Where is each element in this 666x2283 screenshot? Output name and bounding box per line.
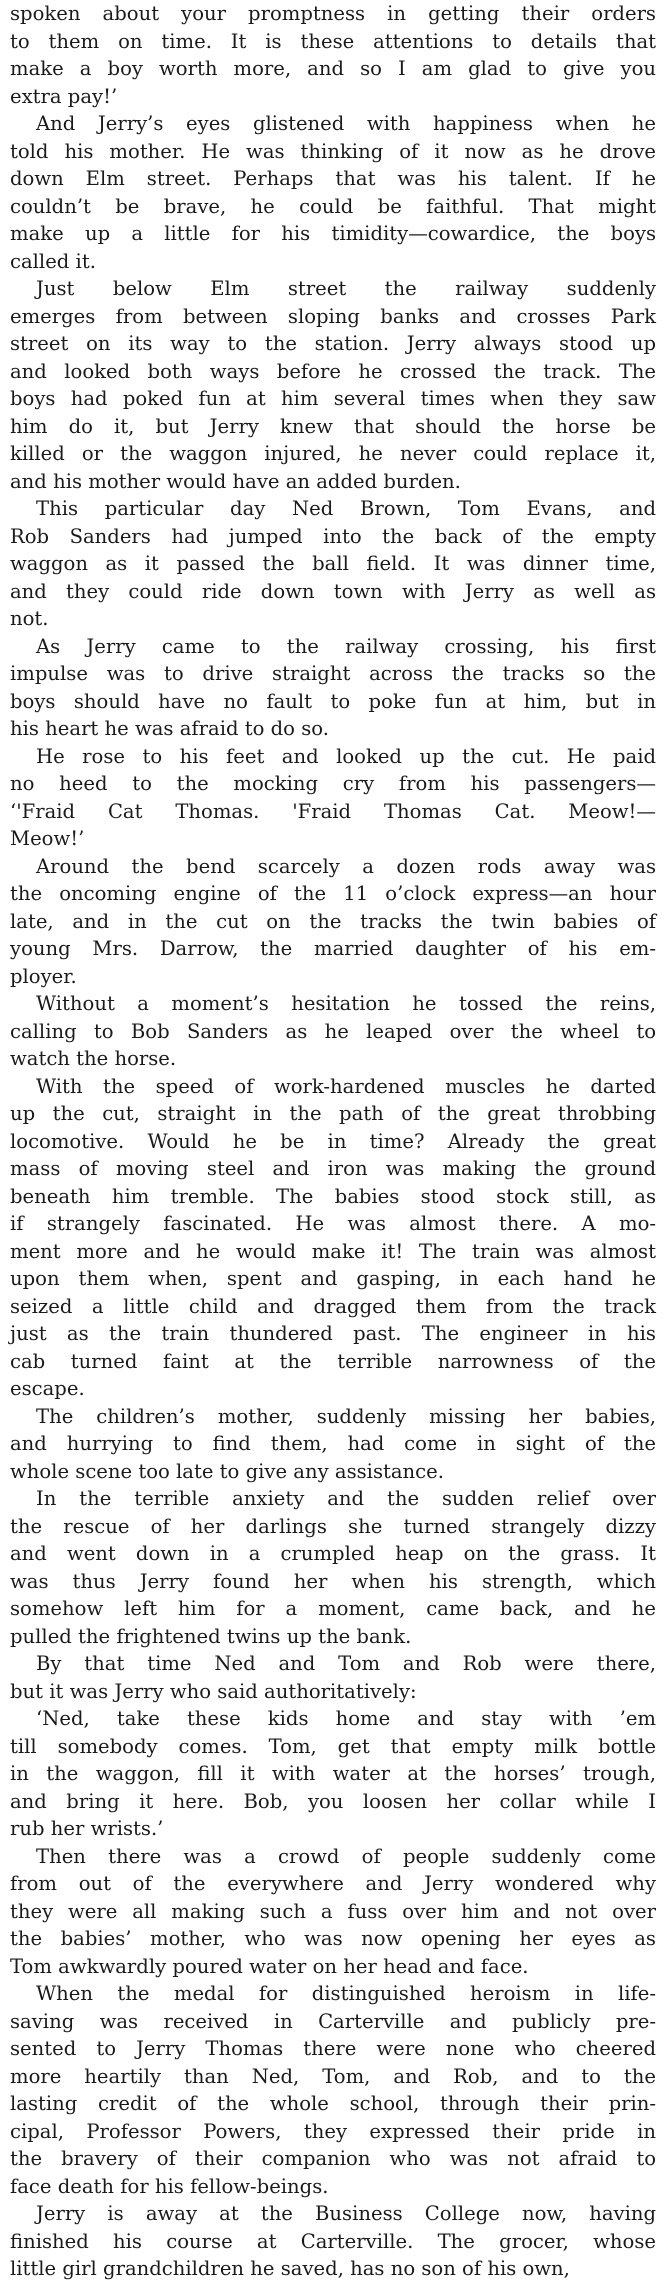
paragraph	[10, 275, 656, 495]
text-line: Tom awkwardly poured water on her head and face.	[10, 1954, 529, 1978]
text-line: mass of moving steel and iron was making the ground	[10, 1157, 656, 1180]
text-line: to them on time. It is these attentions to details that	[10, 29, 656, 53]
text-line: face death for his fellow-beings.	[10, 2174, 329, 2198]
text-line: When the medal for distinguished heroism in life-	[36, 1982, 656, 2005]
text-line: told his mother. He was thinking of it now as he drove	[10, 139, 656, 163]
text-line: seized a little child and dragged them from the track	[10, 1294, 656, 1318]
paragraph	[10, 110, 656, 275]
article-text-column	[10, 0, 656, 2283]
paragraph	[10, 853, 656, 991]
text-line: ‘Ned, take these kids home and stay with ’em	[36, 1707, 656, 1730]
text-line: just as the train thundered past. The engineer in his	[10, 1322, 656, 1345]
text-line: they were all making such a fuss over him and not over	[10, 1899, 656, 1923]
text-line: from out of the everywhere and Jerry wondered why	[10, 1872, 656, 1895]
text-line: make up a little for his timidity—cowardice, the boys	[10, 222, 656, 245]
text-line: beneath him tremble. The babies stood stock still, as	[10, 1184, 656, 1208]
text-line: locomotive. Would he be in time? Already the great	[10, 1129, 656, 1153]
text-line: somehow left him for a moment, came back, and he	[10, 1597, 656, 1620]
text-line: spoken about your promptness in getting their orders	[10, 2, 656, 25]
text-line: Then there was a crowd of people suddenly come	[36, 1844, 656, 1868]
paragraph	[10, 495, 656, 633]
text-line: and his mother would have an added burden.	[10, 469, 461, 493]
text-line: not.	[10, 607, 49, 630]
text-line: was thus Jerry found her when his strength, which	[10, 1569, 656, 1593]
paragraph	[10, 1843, 656, 1981]
text-line: And Jerry’s eyes glistened with happiness when he	[36, 112, 656, 135]
paragraph	[10, 1980, 656, 2200]
text-line: Just below Elm street the railway suddenly	[36, 277, 656, 300]
paragraph	[10, 1650, 656, 1705]
text-line: lasting credit of the whole school, through their prin-	[10, 2092, 656, 2115]
text-line: Jerry is away at the Business College now, having	[36, 2202, 656, 2225]
paragraph	[10, 633, 656, 743]
text-line: the oncoming engine of the 11 o’clock express—an hour	[10, 882, 656, 905]
text-line: He rose to his feet and looked up the cut. He paid	[36, 744, 656, 768]
text-line: upon them when, spent and gasping, in each hand he	[10, 1267, 656, 1290]
text-line: Rob Sanders had jumped into the back of the empty	[10, 524, 656, 548]
text-line: saving was received in Carterville and publicly pre-	[10, 2009, 656, 2033]
text-line: called it.	[10, 249, 96, 273]
text-line: up the cut, straight in the path of the great throbbing	[10, 1102, 656, 1125]
paragraph	[10, 1705, 656, 1843]
text-line: ployer.	[10, 964, 77, 988]
text-line: impulse was to drive straight across the tracks so the	[10, 662, 656, 685]
text-line: Meow!’	[10, 827, 85, 850]
text-line: couldn’t be brave, he could be faithful. That might	[10, 194, 656, 218]
text-line: more heartily than Ned, Tom, and Rob, and to the	[10, 2064, 656, 2088]
text-line: Without a moment’s hesitation he tossed the reins,	[36, 992, 656, 1015]
text-line: As Jerry came to the railway crossing, his first	[36, 634, 656, 658]
text-line: extra pay!’	[10, 84, 118, 108]
text-line: sented to Jerry Thomas there were none who cheered	[10, 2037, 656, 2060]
text-line: down Elm street. Perhaps that was his talent. If he	[10, 167, 656, 190]
text-line: emerges from between sloping banks and crosses Park	[10, 304, 656, 328]
text-line: rub her wrists.’	[10, 1817, 164, 1840]
text-line: and hurrying to find them, had come in sight of the	[10, 1432, 656, 1455]
paragraph	[10, 2200, 656, 2283]
text-line: cab turned faint at the terrible narrowness of the	[10, 1349, 656, 1373]
text-line: waggon as it passed the ball field. It was dinner time,	[10, 552, 656, 575]
text-line: and they could ride down town with Jerry as well as	[10, 579, 656, 603]
text-line: him do it, but Jerry knew that should the horse be	[10, 414, 656, 438]
text-line: boys should have no fault to poke fun at him, but in	[10, 689, 656, 713]
text-line: By that time Ned and Tom and Rob were there,	[36, 1652, 656, 1675]
text-line: and bring it here. Bob, you loosen her collar while I	[10, 1789, 656, 1813]
text-line: In the terrible anxiety and the sudden relief over	[36, 1487, 656, 1510]
text-line: With the speed of work-hardened muscles he darted	[36, 1074, 656, 1098]
paragraph	[10, 1403, 656, 1486]
paragraph	[10, 743, 656, 853]
text-line: little girl grandchildren he saved, has no son of his own,	[10, 2257, 570, 2280]
text-line: The children’s mother, suddenly missing her babies,	[36, 1404, 656, 1428]
text-line: till somebody comes. Tom, get that empty milk bottle	[10, 1734, 656, 1758]
text-line: pulled the frightened twins up the bank.	[10, 1624, 412, 1648]
text-line: ‘'Fraid Cat Thomas. 'Fraid Thomas Cat. Meow!—	[10, 799, 656, 823]
text-line: if strangely fascinated. He was almost there. A mo-	[10, 1212, 656, 1235]
text-line: cipal, Professor Powers, they expressed their pride in	[10, 2119, 656, 2143]
paragraph	[10, 990, 656, 1073]
text-line: boys had poked fun at him several times when they saw	[10, 387, 656, 410]
text-line: the babies’ mother, who was now opening her eyes as	[10, 1927, 656, 1950]
text-line: calling to Bob Sanders as he leaped over the wheel to	[10, 1019, 656, 1043]
text-line: and went down in a crumpled heap on the grass. It	[10, 1542, 656, 1565]
text-line: street on its way to the station. Jerry always stood up	[10, 332, 656, 355]
text-line: whole scene too late to give any assistance.	[10, 1459, 444, 1483]
text-line: ment more and he would make it! The train was almost	[10, 1239, 656, 1263]
text-line: his heart he was afraid to do so.	[10, 717, 329, 740]
text-line: late, and in the cut on the tracks the twin babies of	[10, 909, 656, 933]
text-line: Around the bend scarcely a dozen rods away was	[36, 854, 656, 878]
text-line: escape.	[10, 1377, 85, 1400]
paragraph	[10, 1485, 656, 1650]
text-line: killed or the waggon injured, he never could replace it,	[10, 442, 656, 465]
text-line: the rescue of her darlings she turned strangely dizzy	[10, 1514, 656, 1538]
text-line: This particular day Ned Brown, Tom Evans, and	[36, 497, 656, 520]
text-line: finished his course at Carterville. The grocer, whose	[10, 2229, 656, 2253]
text-line: watch the horse.	[10, 1047, 177, 1070]
paragraph	[10, 0, 656, 110]
text-line: but it was Jerry who said authoritatively:	[10, 1679, 417, 1703]
paragraph	[10, 1073, 656, 1403]
text-line: in the waggon, fill it with water at the horses’ trough,	[10, 1762, 656, 1785]
text-line: and looked both ways before he crossed the track. The	[10, 359, 656, 383]
text-line: no heed to the mocking cry from his passengers—	[10, 772, 656, 795]
text-line: the bravery of their companion who was not afraid to	[10, 2147, 656, 2170]
text-line: young Mrs. Darrow, the married daughter of his em-	[10, 937, 656, 960]
text-line: make a boy worth more, and so I am glad to give you	[10, 57, 656, 80]
